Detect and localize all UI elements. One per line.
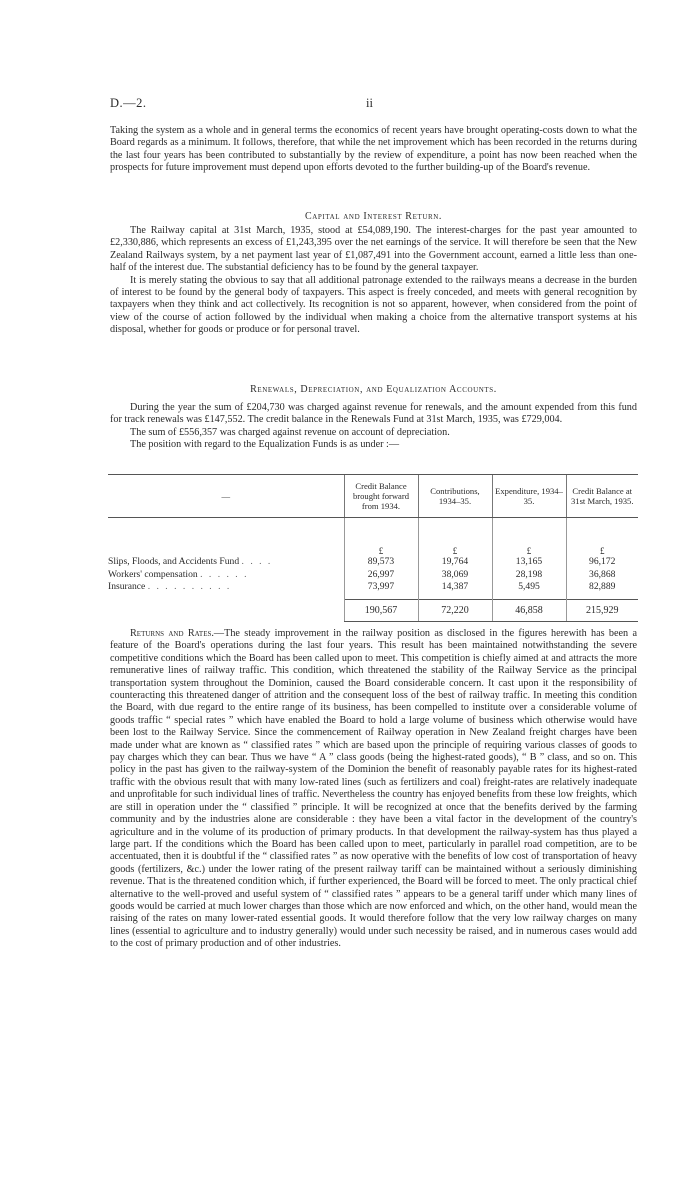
col-header-expenditure: Expenditure, 1934–35. <box>492 475 566 518</box>
table-cell: 28,198 <box>492 569 566 582</box>
returns-section <box>110 628 637 951</box>
total-cell: 215,929 <box>566 600 638 622</box>
table-cell: 73,997 <box>344 581 418 594</box>
total-cell: 72,220 <box>418 600 492 622</box>
col-header-opening: Credit Balance brought forward from 1934. <box>344 475 418 518</box>
returns-body: —The steady improvement in the railway position as disclosed in the figures herewith has been a feature of the Board's operations during the last four years. This result has been maintained notwithstanding the severe competitive conditions which the Board has been called upon to meet. This competition is chiefly aimed at and attracts the more remunerative lines of railway traffic. This condition, which threatened the stability of the Railway Service as the principal transportation system throughout the Dominion, caused the Board considerable concern. It cast upon it the responsibility of counteracting this threatened danger of attrition and the consequent loss of the best of railway traffic. In meeting this condition the Board, with due regard to the entire range of its business, has been compelled to institute over a considerable volume of goods traffic “ special rates ” which have enabled the Board to hold a large volume of business which otherwise would have been lost to the Railway Service. Since the commencement of Railway operation in New Zealand freight charges have been made under what are known as “ classified rates ” which are based upon the principle of requiring various classes of goods to pay charges which they can bear. Thus we have “ A ” class goods (being the highest-rated goods), “ B ” class, and so on. This policy in the past has given to the railway-system of the Dominion the benefit of reasonably payable rates for its highest-rated traffic with the obvious result that with many low-rated lines (such as fertilizers and coal) freight-rates are relatively inadequate and unprofitable for such individual lines of traffic. Nevertheless the country has enjoyed benefits from these low freights, which are still in operation under the “ classified ” principle. It will be recognized at once that the benefits derived by the farming community and by the industries alone are considerable : they have been a vital factor in the development of the country's agriculture and in the volume of its production of primary products. In that development the railway-system has thus played a large part. If the conditions which the Board has been called upon to meet, particularly in parallel road competition, are to be accentuated, then it is doubtful if the “ classified rates ” as now operative with the benefits of low cost of transportation of heavy goods (fertilizers, &c.) under the lower rating of the present railway tariff can be maintained without a seriously diminishing revenue. That is the threatened condition which, if further experienced, the Board will be forced to meet. The only practical chief alternative to the well-proved and useful system of “ classified rates ” appears to be a general tariff under which many lines of goods would be carried at much lower charges than those which are now enforced and which, on the other hand, would mean the raising of the rates on many lower-rated essential goods. It would therefore follow that the very low railway charges on many lines (essential to agriculture and to industry generally) would under such necessity be raised, and in numerous cases would add to the cost of primary production and of other industries. <box>110 628 637 950</box>
row-label: Workers' compensation <box>108 568 198 580</box>
row-label: Insurance <box>108 581 146 592</box>
capital-section <box>110 225 637 337</box>
table-cell: 89,573 <box>344 556 418 569</box>
unit-label: £ <box>344 518 418 557</box>
leader-dots: . . . . . . . . . . <box>147 581 232 592</box>
table-cell: 19,764 <box>418 556 492 569</box>
row-label: Slips, Floods, and Accidents Fund <box>108 556 240 567</box>
total-cell: 190,567 <box>344 600 418 622</box>
capital-heading: Capital and Interest Return. <box>304 211 442 222</box>
intro-paragraph: Taking the system as a whole and in general terms the economics of recent years have brought operating-costs down to what the Board regards as a minimum. It follows, therefore, that while the net improvement which has been recorded in the returns during the last four years has been contributed to substantially by the review of expenditure, a point has now been reached when the prospects for future improvement must depend upon efforts devoted to the further building-up of the Board's revenue. <box>110 125 637 174</box>
returns-lead: Returns and Rates. <box>130 628 214 639</box>
table-cell: 82,889 <box>566 581 638 594</box>
renewals-paragraph-2: The sum of £556,357 was charged against revenue on account of depreciation. <box>130 426 450 438</box>
table-cell: 36,868 <box>566 569 638 582</box>
renewals-paragraph-1: During the year the sum of £204,730 was charged against revenue for renewals, and the amount expended from this fund for track renewals was £147,552. The credit balance in the Renewals Fund at 31st March, 1935, was £729,004. <box>110 402 637 426</box>
table-row <box>108 569 638 582</box>
table-cell: 14,387 <box>418 581 492 594</box>
total-cell: 46,858 <box>492 600 566 622</box>
table-cell: 5,495 <box>492 581 566 594</box>
renewals-paragraph-3: The position with regard to the Equalization Funds is as under :— <box>130 439 400 451</box>
capital-paragraph-2: It is merely stating the obvious to say that all additional patronage extended to the railways means a decrease in the burden of interest to be found by the general body of taxpayers. This aspect is freely conceded, and meets with general recognition by taxpayers when they think and act collectively. Its recognition is not so apparent, however, when considered from the point of view of the course of action followed by the individual when making a choice from the alternative transport systems at his disposal, whether for goods or produce or for personal travel. <box>110 274 637 336</box>
table-row <box>108 556 638 569</box>
unit-label: £ <box>492 518 566 557</box>
unit-row <box>108 518 638 557</box>
page-reference: D.—2. <box>110 96 147 110</box>
intro-paragraph-block <box>110 125 637 175</box>
table-row <box>108 581 638 594</box>
table-cell: 38,069 <box>418 569 492 582</box>
unit-label: £ <box>418 518 492 557</box>
col-header-contributions: Contributions, 1934–35. <box>418 475 492 518</box>
renewals-section <box>110 402 637 452</box>
stub-header: — <box>108 475 344 518</box>
leader-dots: . . . . . . <box>200 568 249 580</box>
leader-dots: . . . . <box>241 556 273 567</box>
renewals-heading: Renewals, Depreciation, and Equalization Accounts. <box>250 384 497 395</box>
equalization-funds-table <box>108 474 638 622</box>
totals-row <box>108 600 638 622</box>
table-cell: 13,165 <box>492 556 566 569</box>
table-cell: 26,997 <box>344 569 418 582</box>
table-header-row <box>108 475 638 518</box>
page-number: ii <box>366 96 373 110</box>
unit-label: £ <box>566 518 638 557</box>
returns-paragraph <box>110 628 637 951</box>
col-header-closing: Credit Balance at 31st March, 1935. <box>566 475 638 518</box>
capital-paragraph-1: The Railway capital at 31st March, 1935, stood at £54,089,190. The interest-charges for the past year amounted to £2,330,886, which represents an excess of £1,243,395 over the net earnings of the service. It will therefore be seen that the New Zealand Railways system, by a net payment last year of £1,087,491 into the Government account, earned a little less than one-half of the interest due. The substantial deficiency has to be found by the general taxpayer. <box>110 225 637 274</box>
table-cell: 96,172 <box>566 556 638 569</box>
